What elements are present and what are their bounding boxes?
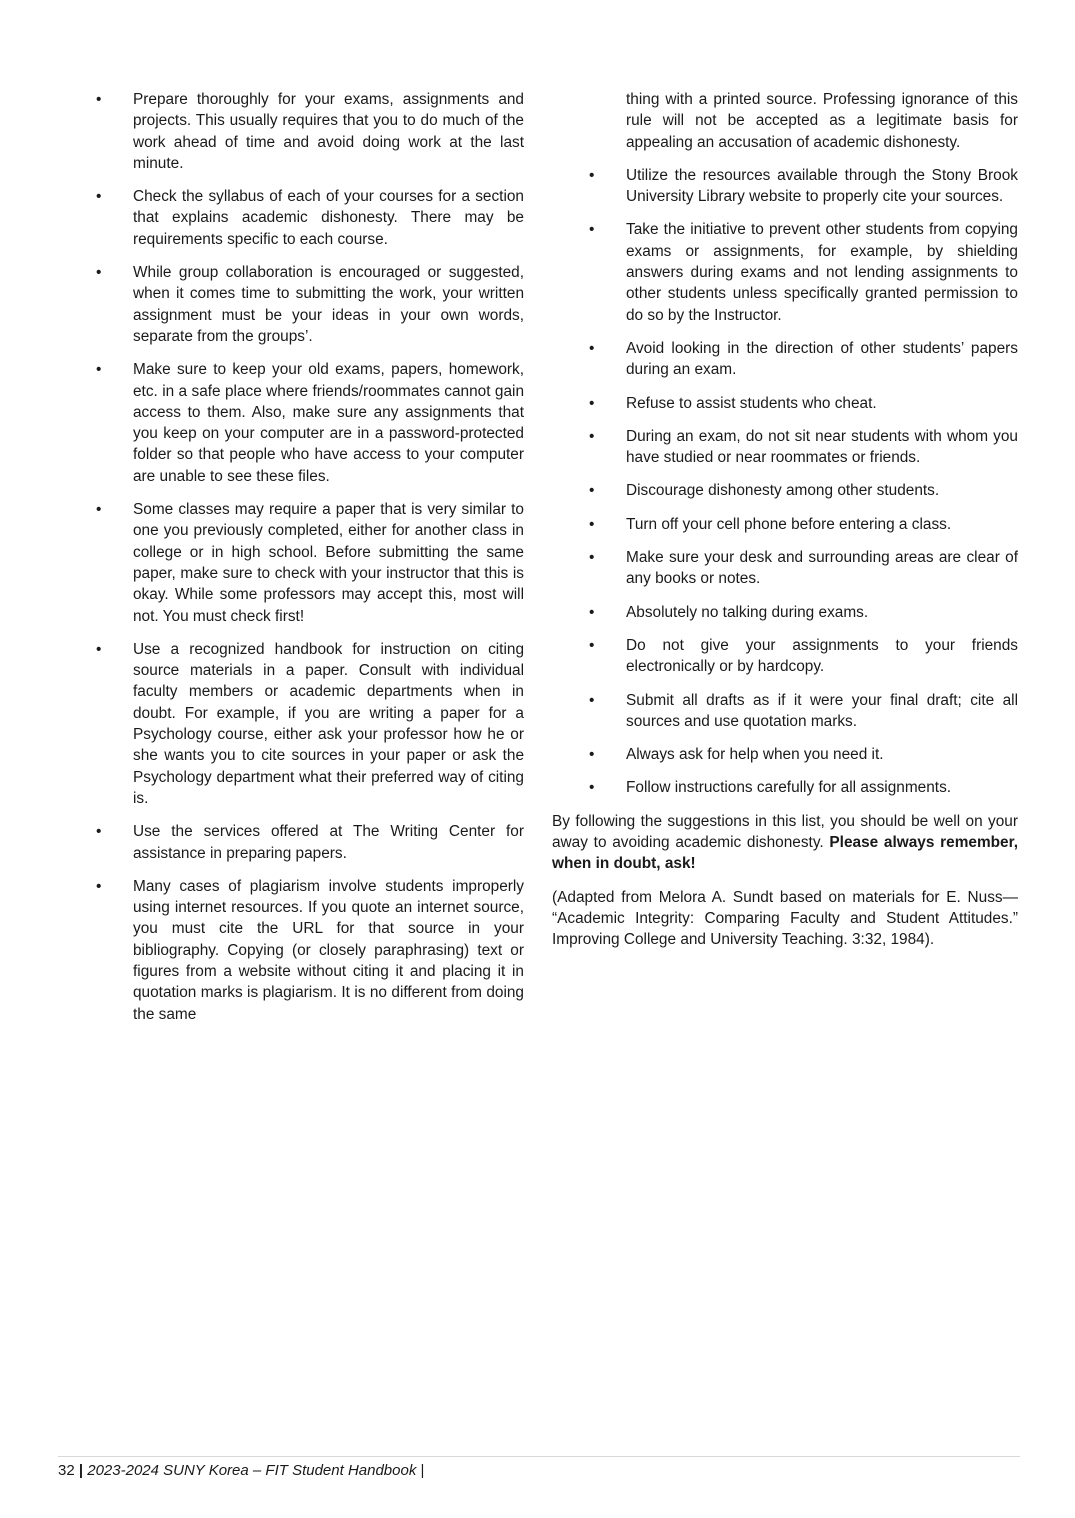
closing-paragraph [552, 811, 1018, 875]
list-item-text: Take the initiative to prevent other students from copying exams or assignments, for example, by shielding answers during exams and not lending assignments to other students unless specifically granted permission to do so by the Instructor. [626, 221, 1018, 324]
list-item [552, 426, 1018, 469]
list-item [96, 639, 524, 809]
list-item [552, 480, 1018, 501]
bullet-icon: • [589, 515, 595, 533]
list-item-text: Many cases of plagiarism involve students improperly using internet resources. If you quote an internet source, you must cite the URL for that source in your bibliography. Copying (or closely paraphrasing) text or figures from a website without citing it and placing it in quotation marks is plagiarism. It is no different from doing the same [133, 877, 524, 1023]
list-item [552, 602, 1018, 623]
list-item [96, 186, 524, 250]
bullet-icon: • [589, 549, 595, 567]
list-item-text: Use the services offered at The Writing Center for assistance in preparing papers. [133, 823, 524, 862]
bullet-icon: • [96, 501, 102, 519]
handbook-title: 2023-2024 SUNY Korea – FIT Student Handbook [87, 1462, 417, 1479]
list-item-text: Turn off your cell phone before entering a class. [626, 515, 952, 533]
footer-separator-end: | [420, 1462, 425, 1479]
list-item [552, 514, 1018, 535]
bullet-icon: • [96, 640, 102, 658]
right-column [552, 89, 1018, 963]
list-item-text: Some classes may require a paper that is very similar to one you previously completed, either for another class in college or in high school. Before submitting the same paper, make sure to check with your instructor that this is okay. While some professors may accept this, most will not. You must check first! [133, 501, 524, 625]
list-item-text: Submit all drafts as if it were your final draft; cite all sources and use quotation marks. [626, 691, 1018, 730]
list-item-text: Always ask for help when you need it. [626, 746, 884, 764]
list-item [96, 876, 524, 1025]
left-bullet-list [96, 89, 524, 1025]
bullet-icon: • [589, 339, 595, 357]
bullet-icon: • [589, 221, 595, 239]
list-item [552, 165, 1018, 208]
list-item [552, 635, 1018, 678]
right-bullet-list [552, 165, 1018, 799]
closing-emphasis: Please always remember, when in doubt, ask! [552, 834, 1019, 873]
list-item-text: Absolutely no talking during exams. [626, 603, 869, 621]
left-column [96, 89, 524, 1037]
list-item [96, 821, 524, 864]
list-item-text: Follow instructions carefully for all assignments. [626, 779, 952, 797]
list-item-continuation: thing with a printed source. Professing ignorance of this rule will not be accepted as a legitimate basis for appealing an accusation of academic dishonesty. [626, 91, 1018, 151]
list-item [552, 547, 1018, 590]
list-item-text: Prepare thoroughly for your exams, assignments and projects. This usually requires that you to do much of the work ahead of time and avoid doing work at the last minute. [133, 91, 524, 172]
bullet-icon: • [96, 188, 102, 206]
bullet-icon: • [589, 166, 595, 184]
bullet-icon: • [589, 691, 595, 709]
bullet-icon: • [589, 394, 595, 412]
list-item-text: Avoid looking in the direction of other students’ papers during an exam. [626, 339, 1018, 379]
bullet-icon: • [96, 823, 102, 841]
list-item [96, 499, 524, 627]
list-item-text: Utilize the resources available through the Stony Brook University Library website to properly cite your sources. [626, 166, 1018, 206]
closing-text: By following the suggestions in this list, you should be well on your away to avoiding academic dishonesty. [552, 812, 1018, 852]
list-item [96, 262, 524, 347]
bullet-icon: • [96, 361, 102, 379]
list-item [552, 393, 1018, 414]
list-item [552, 219, 1018, 325]
list-item-text: During an exam, do not sit near students with whom you have studied or near roommates or friends. [626, 427, 1018, 467]
list-item-text: While group collaboration is encouraged or suggested, when it comes time to submitting the work, your written assignment must be your ideas in your own words, separate from the groups’. [133, 264, 524, 345]
bullet-icon: • [96, 91, 102, 108]
bullet-icon: • [96, 877, 102, 895]
list-item-text: Check the syllabus of each of your courses for a section that explains academic dishonesty. There may be requirements specific to each course. [133, 188, 524, 248]
page-number: 32 [58, 1462, 75, 1479]
bullet-icon: • [589, 636, 595, 654]
page-footer [58, 1461, 424, 1481]
footer-separator: | [78, 1462, 84, 1479]
bullet-icon: • [589, 779, 595, 797]
bullet-icon: • [589, 427, 595, 445]
list-item-text: Make sure to keep your old exams, papers, homework, etc. in a safe place where friends/roommates cannot gain access to them. Also, make sure any assignments that you keep on your computer are in a password-protected folder so that people who have access to your computer are unable to see these files. [133, 361, 524, 485]
list-item-text: Discourage dishonesty among other students. [626, 482, 940, 500]
list-item [96, 89, 524, 174]
bullet-icon: • [589, 603, 595, 621]
list-item [552, 690, 1018, 733]
list-item-text: Use a recognized handbook for instruction on citing source materials in a paper. Consult with individual faculty members or academic departments when in doubt. For example, if you are writing a paper for a Psychology course, either ask your professor how he or she wants you to cite sources in your paper or ask the Psychology department what their preferred way of citing is. [133, 640, 524, 807]
citation-paragraph: (Adapted from Melora A. Sundt based on materials for E. Nuss— “Academic Integrity: Comparing Faculty and Student Attitudes.” Improving College and University Teaching. 3:32, 1984). [552, 888, 1018, 949]
bullet-icon: • [589, 482, 595, 500]
list-item-text: Do not give your assignments to your friends electronically or by hardcopy. [626, 636, 1018, 676]
list-item [96, 359, 524, 487]
bullet-icon: • [589, 746, 595, 764]
list-item [552, 777, 1018, 798]
footer-divider [58, 1456, 1020, 1457]
list-item-text: Make sure your desk and surrounding areas are clear of any books or notes. [626, 549, 1018, 588]
list-item-text: Refuse to assist students who cheat. [626, 394, 877, 412]
list-item [552, 338, 1018, 381]
list-item [552, 744, 1018, 765]
bullet-icon: • [96, 264, 102, 282]
